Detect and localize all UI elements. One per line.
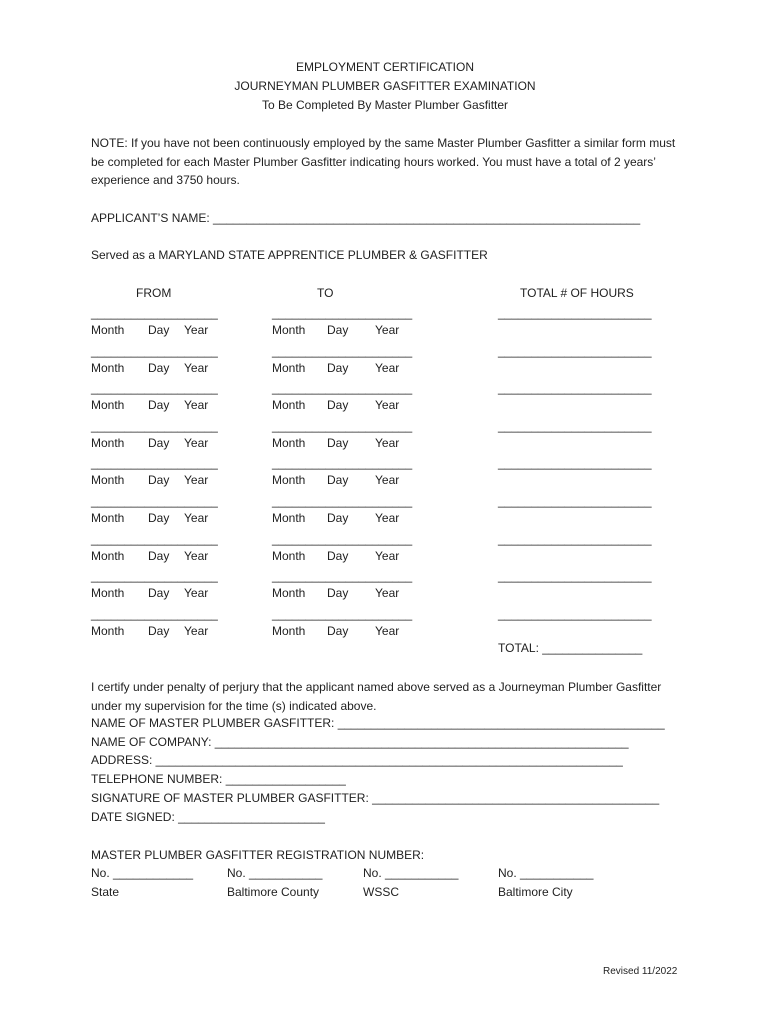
registration-state-field[interactable]: No. ____________	[91, 866, 194, 880]
to-day-label: Day	[327, 473, 349, 487]
to-date-blank[interactable]: _____________________	[272, 532, 413, 546]
from-year-label: Year	[184, 361, 209, 375]
to-date-blank[interactable]: _____________________	[272, 494, 413, 508]
registration-wssc-label: WSSC	[363, 885, 399, 899]
to-header: TO	[317, 286, 334, 300]
to-year-label: Year	[375, 586, 400, 600]
from-month-label: Month	[91, 586, 125, 600]
form-title: EMPLOYMENT CERTIFICATION	[295, 60, 475, 74]
to-date-blank[interactable]: _____________________	[272, 381, 413, 395]
from-month-label: Month	[91, 436, 125, 450]
hours-blank[interactable]: _______________________	[498, 456, 652, 470]
to-month-label: Month	[272, 398, 306, 412]
from-year-label: Year	[184, 436, 209, 450]
to-day-label: Day	[327, 511, 349, 525]
date-signed-field[interactable]: DATE SIGNED: ______________________	[91, 810, 325, 824]
to-year-label: Year	[375, 473, 400, 487]
address-field[interactable]: ADDRESS: ______________________________________________________________________	[91, 753, 623, 767]
registration-baltimore-city-field[interactable]: No. ___________	[498, 866, 594, 880]
from-date-blank[interactable]: ___________________	[91, 344, 218, 358]
from-date-blank[interactable]: ___________________	[91, 569, 218, 583]
from-month-label: Month	[91, 624, 125, 638]
from-day-label: Day	[148, 436, 170, 450]
to-day-label: Day	[327, 323, 349, 337]
to-year-label: Year	[375, 511, 400, 525]
to-month-label: Month	[272, 473, 306, 487]
to-date-blank[interactable]: _____________________	[272, 419, 413, 433]
signature-field[interactable]: SIGNATURE OF MASTER PLUMBER GASFITTER: ___________________________________________	[91, 791, 660, 805]
to-year-label: Year	[375, 436, 400, 450]
to-day-label: Day	[327, 624, 349, 638]
from-month-label: Month	[91, 549, 125, 563]
to-month-label: Month	[272, 361, 306, 375]
to-year-label: Year	[375, 549, 400, 563]
to-year-label: Year	[375, 323, 400, 337]
from-month-label: Month	[91, 361, 125, 375]
to-month-label: Month	[272, 436, 306, 450]
registration-baltimore-county-field[interactable]: No. ___________	[227, 866, 323, 880]
from-month-label: Month	[91, 511, 125, 525]
from-month-label: Month	[91, 398, 125, 412]
hours-blank[interactable]: _______________________	[498, 381, 652, 395]
to-month-label: Month	[272, 511, 306, 525]
from-day-label: Day	[148, 624, 170, 638]
from-date-blank[interactable]: ___________________	[91, 494, 218, 508]
from-month-label: Month	[91, 473, 125, 487]
hours-blank[interactable]: _______________________	[498, 569, 652, 583]
from-date-blank[interactable]: ___________________	[91, 381, 218, 395]
company-name-field[interactable]: NAME OF COMPANY: ______________________________________________________________	[91, 735, 629, 749]
registration-baltimore-county-label: Baltimore County	[227, 885, 320, 899]
from-year-label: Year	[184, 549, 209, 563]
hours-blank[interactable]: _______________________	[498, 344, 652, 358]
from-year-label: Year	[184, 323, 209, 337]
registration-wssc-field[interactable]: No. ___________	[363, 866, 459, 880]
hours-blank[interactable]: _______________________	[498, 306, 652, 320]
to-date-blank[interactable]: _____________________	[272, 456, 413, 470]
from-day-label: Day	[148, 473, 170, 487]
from-month-label: Month	[91, 323, 125, 337]
to-month-label: Month	[272, 624, 306, 638]
from-date-blank[interactable]: ___________________	[91, 306, 218, 320]
hours-blank[interactable]: _______________________	[498, 532, 652, 546]
registration-baltimore-city-label: Baltimore City	[498, 885, 573, 899]
registration-state-label: State	[91, 885, 120, 899]
to-month-label: Month	[272, 323, 306, 337]
form-instruction: To Be Completed By Master Plumber Gasfitter	[261, 98, 509, 112]
from-date-blank[interactable]: ___________________	[91, 456, 218, 470]
from-date-blank[interactable]: ___________________	[91, 419, 218, 433]
from-date-blank[interactable]: ___________________	[91, 607, 218, 621]
to-date-blank[interactable]: _____________________	[272, 344, 413, 358]
master-name-field[interactable]: NAME OF MASTER PLUMBER GASFITTER: _________________________________________________	[91, 716, 665, 730]
from-year-label: Year	[184, 586, 209, 600]
to-day-label: Day	[327, 398, 349, 412]
to-month-label: Month	[272, 586, 306, 600]
from-year-label: Year	[184, 473, 209, 487]
to-day-label: Day	[327, 361, 349, 375]
from-day-label: Day	[148, 511, 170, 525]
from-day-label: Day	[148, 549, 170, 563]
note-paragraph: NOTE: If you have not been continuously employed by the same Master Plumber Gasfitter a similar form must be completed for each Master Plumber Gasfitter indicating hours worked. You must have a total of 2 years’ experience and 3750 hours.	[91, 136, 676, 187]
from-day-label: Day	[148, 398, 170, 412]
hours-blank[interactable]: _______________________	[498, 494, 652, 508]
to-year-label: Year	[375, 398, 400, 412]
to-year-label: Year	[375, 624, 400, 638]
to-day-label: Day	[327, 586, 349, 600]
telephone-field[interactable]: TELEPHONE NUMBER: __________________	[91, 772, 346, 786]
to-date-blank[interactable]: _____________________	[272, 607, 413, 621]
hours-blank[interactable]: _______________________	[498, 419, 652, 433]
from-year-label: Year	[184, 398, 209, 412]
form-subtitle: JOURNEYMAN PLUMBER GASFITTER EXAMINATION	[234, 79, 536, 93]
to-month-label: Month	[272, 549, 306, 563]
certify-paragraph: I certify under penalty of perjury that the applicant named above served as a Journeyman Plumber Gasfitter under my supervision for the time (s) indicated above.	[91, 680, 662, 713]
registration-heading: MASTER PLUMBER GASFITTER REGISTRATION NUMBER:	[91, 848, 425, 862]
from-year-label: Year	[184, 511, 209, 525]
total-hours-header: TOTAL # OF HOURS	[520, 286, 634, 300]
to-day-label: Day	[327, 549, 349, 563]
from-year-label: Year	[184, 624, 209, 638]
to-day-label: Day	[327, 436, 349, 450]
from-header: FROM	[136, 286, 172, 300]
from-day-label: Day	[148, 361, 170, 375]
to-year-label: Year	[375, 361, 400, 375]
served-as-text: Served as a MARYLAND STATE APPRENTICE PLUMBER & GASFITTER	[91, 248, 488, 262]
from-date-blank[interactable]: ___________________	[91, 532, 218, 546]
total-hours-field[interactable]: TOTAL: _______________	[498, 641, 643, 655]
revised-date: Revised 11/2022	[603, 966, 678, 977]
hours-blank[interactable]: _______________________	[498, 607, 652, 621]
applicant-name-field[interactable]: APPLICANT’S NAME: ________________________________________________________________	[91, 211, 641, 225]
from-day-label: Day	[148, 586, 170, 600]
to-date-blank[interactable]: _____________________	[272, 306, 413, 320]
to-date-blank[interactable]: _____________________	[272, 569, 413, 583]
from-day-label: Day	[148, 323, 170, 337]
